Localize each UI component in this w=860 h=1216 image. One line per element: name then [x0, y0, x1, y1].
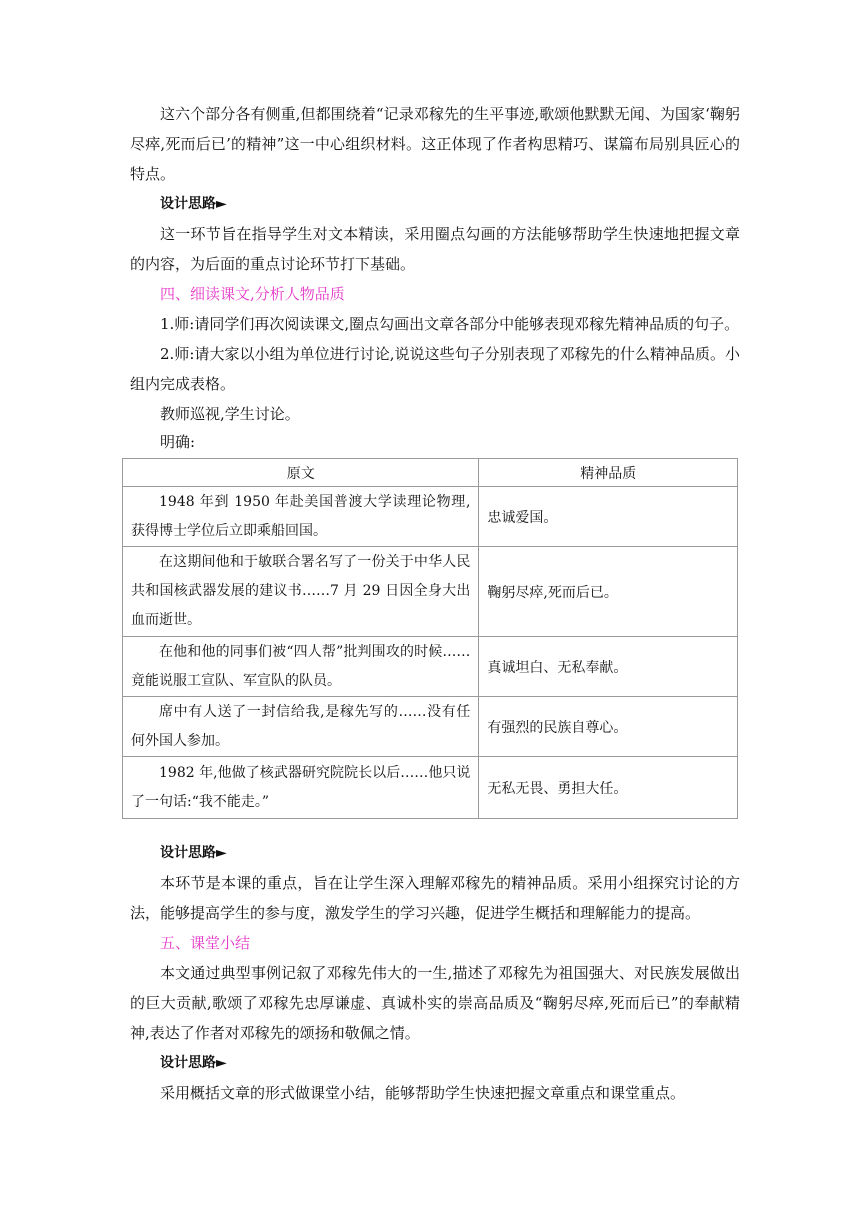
paragraph-design-idea-2: 本环节是本课的重点，旨在让学生深入理解邓稼先的精神品质。采用小组探究讨论的方法，能够提高学生的参与度，激发学生的学习兴趣，促进学生概括和理解能力的提高。: [130, 874, 740, 922]
design-idea-label-1: 设计思路►: [160, 196, 227, 212]
design-idea-label-2: 设计思路►: [160, 845, 227, 861]
table-cell-original: 1982 年,他做了核武器研究院院长以后……他只说了一句话:“我不能走。”: [123, 757, 479, 819]
table-row: [123, 547, 738, 637]
paragraph-instruction-2: 2.师:请大家以小组为单位进行讨论,说说这些句子分别表现了邓稼先的什么精神品质。小组内完成表格。: [130, 345, 740, 393]
paragraph-structure-summary: 这六个部分各有侧重,但都围绕着“记录邓稼先的生平事迹,歌颂他默默无闻、为国家‘鞠躬尽瘁,死而后已’的精神”这一中心组织材料。这正体现了作者构思精巧、谋篇布局别具匠心的特点。: [130, 105, 740, 183]
paragraph-design-idea-1: 这一环节旨在指导学生对文本精读，采用圈点勾画的方法能够帮助学生快速地把握文章的内容，为后面的重点讨论环节打下基础。: [130, 225, 740, 273]
table-cell-original: 席中有人送了一封信给我,是稼先写的……没有任何外国人参加。: [123, 697, 479, 757]
paragraph-design-idea-3: 采用概括文章的形式做课堂小结，能够帮助学生快速把握文章重点和课堂重点。: [160, 1084, 686, 1102]
table-cell-original: 在这期间他和于敏联合署名写了一份关于中华人民共和国核武器发展的建议书……7 月 29 日因全身大出血而逝世。: [123, 547, 479, 637]
table-cell-quality: 无私无畏、勇担大任。: [479, 757, 738, 819]
table-row: [123, 757, 738, 819]
table-cell-quality: 鞠躬尽瘁,死而后已。: [479, 547, 738, 637]
section-heading-5: 五、课堂小结: [160, 934, 251, 952]
paragraph-teacher-tour: 教师巡视,学生讨论。: [160, 405, 300, 423]
paragraph-instruction-1: 1.师:请同学们再次阅读课文,圈点勾画出文章各部分中能够表现邓稼先精神品质的句子。: [160, 315, 740, 333]
table-cell-quality: 忠诚爱国。: [479, 487, 738, 547]
table-header-row: [123, 459, 738, 487]
character-quality-table: [122, 458, 738, 819]
table-cell-original: 在他和他的同事们被“四人帮”批判围攻的时候……竟能说服工宣队、军宣队的队员。: [123, 637, 479, 697]
section-heading-4: 四、细读课文,分析人物品质: [160, 285, 345, 303]
table-cell-original: 1948 年到 1950 年赴美国普渡大学读理论物理,获得博士学位后立即乘船回国。: [123, 487, 479, 547]
table-row: [123, 487, 738, 547]
table-header-original: 原文: [123, 459, 479, 487]
paragraph-lesson-summary: 本文通过典型事例记叙了邓稼先伟大的一生,描述了邓稼先为祖国强大、对民族发展做出的巨大贡献,歌颂了邓稼先忠厚谦虚、真诚朴实的崇高品质及“鞠躬尽瘁,死而后已”的奉献精神,表达了作者对邓稼先的颂扬和敬佩之情。: [130, 964, 740, 1042]
table-row: [123, 637, 738, 697]
paragraph-clarify: 明确:: [160, 433, 196, 451]
table-cell-quality: 有强烈的民族自尊心。: [479, 697, 738, 757]
table-header-quality: 精神品质: [479, 459, 738, 487]
table-cell-quality: 真诚坦白、无私奉献。: [479, 637, 738, 697]
design-idea-label-3: 设计思路►: [160, 1055, 227, 1071]
table-row: [123, 697, 738, 757]
